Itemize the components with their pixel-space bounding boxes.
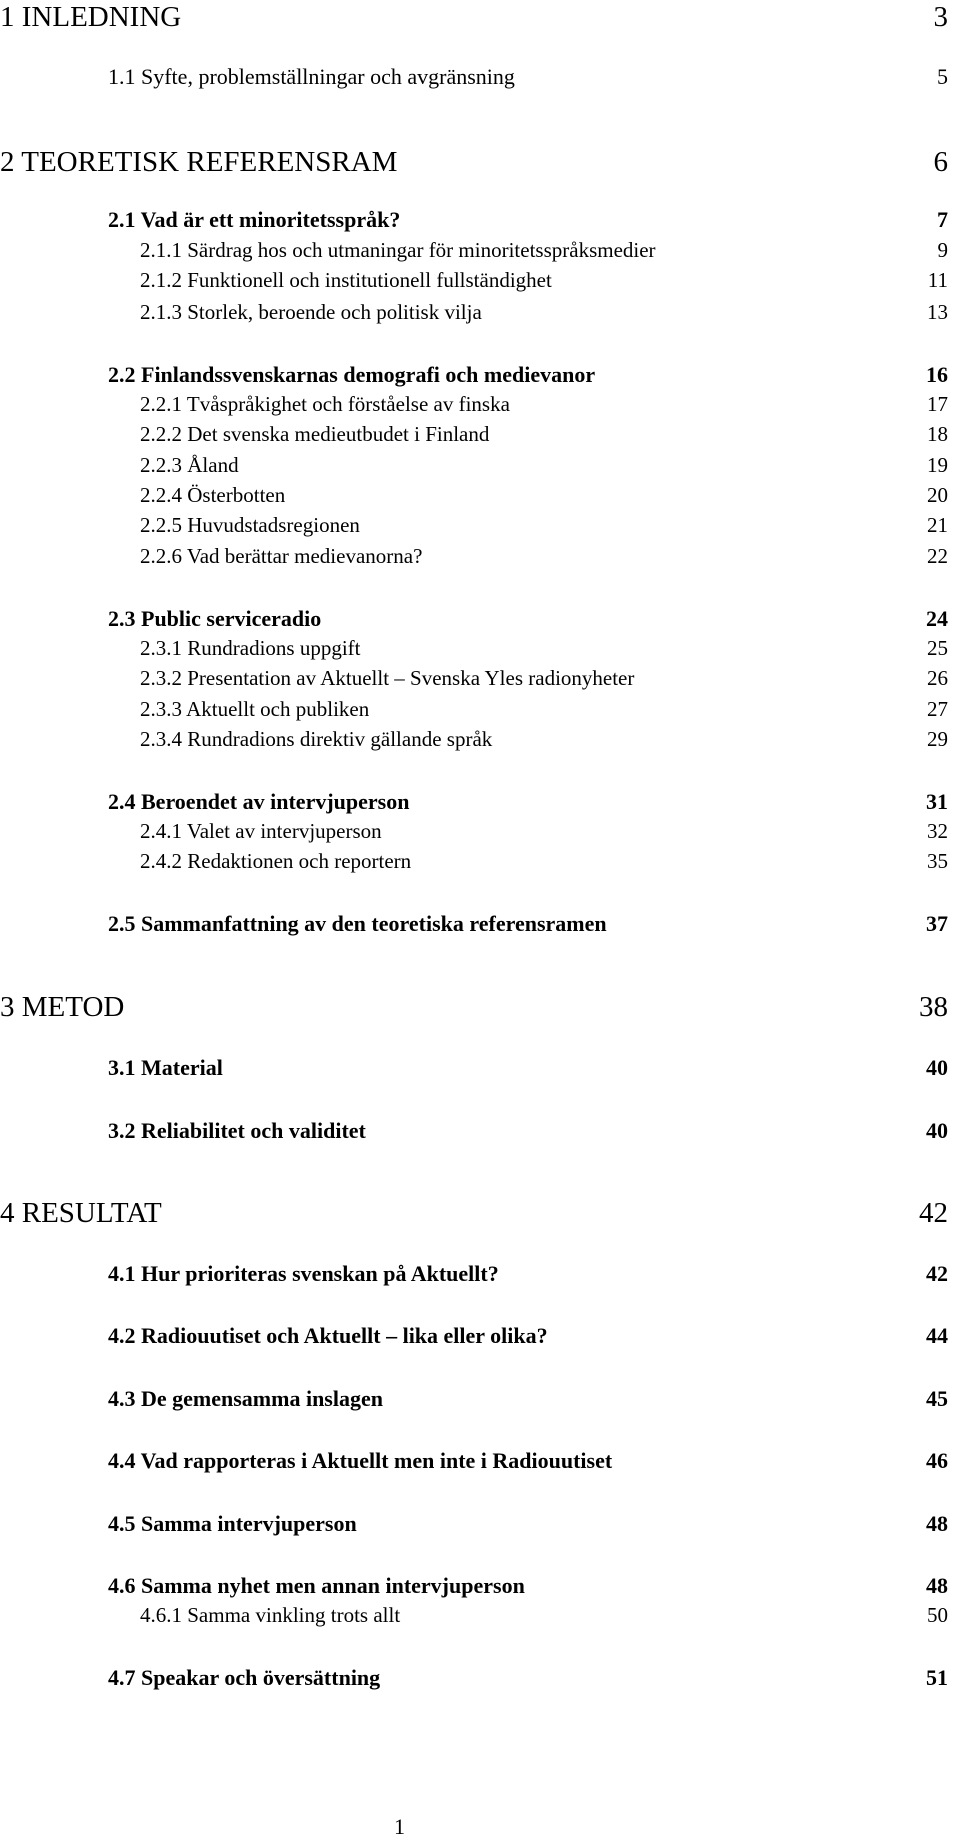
- toc-entry-title: 2.3.4 Rundradions direktiv gällande språk: [140, 727, 493, 751]
- toc-entry-page: 20: [927, 483, 948, 507]
- toc-entry-page: 11: [927, 268, 948, 292]
- toc-entry-page: 17: [927, 392, 948, 416]
- toc-entry-page: 40: [926, 1118, 948, 1143]
- toc-entry-page: 51: [926, 1665, 948, 1690]
- toc-entry-page: 13: [927, 300, 948, 324]
- toc-entry-title: 2.4.2 Redaktionen och reportern: [140, 849, 412, 873]
- toc-entry-page: 37: [926, 911, 948, 936]
- toc-entry-title: 2.3.2 Presentation av Aktuellt – Svenska Yles radionyheter: [140, 666, 635, 690]
- toc-entry-title: 3.1 Material: [108, 1055, 223, 1080]
- toc-entry-page: 48: [926, 1573, 948, 1598]
- toc-entry-page: 40: [926, 1055, 948, 1080]
- toc-entry-page: 7: [937, 207, 948, 232]
- toc-entry: [140, 1605, 948, 1639]
- toc-entry-page: 24: [926, 606, 948, 631]
- toc-entry-title: 2.2.2 Det svenska medieutbudet i Finland: [140, 422, 490, 446]
- toc-entry: [108, 1513, 948, 1547]
- toc-entry-title: 4.6.1 Samma vinkling trots allt: [140, 1603, 401, 1627]
- toc-entry-title: 2.2.1 Tvåspråkighet och förståelse av finska: [140, 392, 510, 416]
- toc-entry: [140, 302, 948, 336]
- toc-entry-page: 27: [927, 697, 948, 721]
- toc-entry-title: 2.1.2 Funktionell och institutionell fullständighet: [140, 268, 552, 292]
- toc-entry-page: 48: [926, 1511, 948, 1536]
- toc-entry-title: 2.1.1 Särdrag hos och utmaningar för minoritetsspråksmedier: [140, 238, 656, 262]
- toc-entry-title: 1.1 Syfte, problemställningar och avgränsning: [108, 64, 515, 89]
- toc-entry-page: 25: [927, 636, 948, 660]
- toc-entry-page: 21: [927, 513, 948, 537]
- toc-entry-page: 18: [927, 422, 948, 446]
- toc-entry-title: 2.2.5 Huvudstadsregionen: [140, 513, 360, 537]
- toc-entry: [0, 3, 948, 37]
- toc-entry: [108, 1263, 948, 1297]
- toc-entry-title: 2.3.1 Rundradions uppgift: [140, 636, 361, 660]
- toc-entry-page: 29: [927, 727, 948, 751]
- toc-entry-page: 42: [919, 1197, 948, 1229]
- toc-entry-page: 19: [927, 453, 948, 477]
- toc-entry-title: 1 INLEDNING: [0, 1, 182, 33]
- toc-entry-page: 6: [933, 146, 948, 178]
- toc-entry-title: 2.3 Public serviceradio: [108, 606, 322, 631]
- toc-entry-page: 42: [926, 1261, 948, 1286]
- toc-entry-page: 38: [919, 991, 948, 1023]
- toc-entry: [108, 1325, 948, 1359]
- toc-entry-title: 4 RESULTAT: [0, 1197, 162, 1229]
- toc-entry-page: 45: [926, 1386, 948, 1411]
- toc-entry-title: 2.2.6 Vad berättar medievanorna?: [140, 544, 423, 568]
- toc-entry-page: 31: [926, 789, 948, 814]
- page-number: 1: [394, 1814, 405, 1839]
- toc-entry-title: 4.5 Samma intervjuperson: [108, 1511, 357, 1536]
- toc-entry-title: 3.2 Reliabilitet och validitet: [108, 1118, 366, 1143]
- toc-entry: [108, 1450, 948, 1484]
- toc-entry-title: 2.2 Finlandssvenskarnas demografi och medievanor: [108, 362, 596, 387]
- toc-entry: [108, 1120, 948, 1154]
- toc-entry-page: 3: [933, 1, 948, 33]
- toc-entry-page: 46: [926, 1448, 948, 1473]
- toc-entry-page: 32: [927, 819, 948, 843]
- toc-entry: [140, 546, 948, 580]
- toc-entry-title: 4.3 De gemensamma inslagen: [108, 1386, 383, 1411]
- toc-entry: [108, 1667, 948, 1701]
- toc-entry-title: 2.1 Vad är ett minoritetsspråk?: [108, 207, 401, 232]
- toc-entry-title: 3 METOD: [0, 991, 125, 1023]
- toc-entry-title: 2.2.3 Åland: [140, 453, 239, 477]
- toc-entry: [0, 148, 948, 182]
- toc-entry-page: 50: [927, 1603, 948, 1627]
- toc-entry-page: 16: [926, 362, 948, 387]
- toc-entry-title: 2.4.1 Valet av intervjuperson: [140, 819, 382, 843]
- toc-entry: [140, 270, 948, 304]
- toc-entry: [140, 424, 948, 458]
- toc-entry: [108, 1388, 948, 1422]
- toc-entry: [140, 851, 948, 885]
- toc-entry-title: 4.6 Samma nyhet men annan intervjuperson: [108, 1573, 525, 1598]
- toc-entry: [108, 66, 948, 100]
- toc-entry-title: 2 TEORETISK REFERENSRAM: [0, 146, 398, 178]
- toc-entry-title: 2.2.4 Österbotten: [140, 483, 286, 507]
- toc-entry-title: 2.3.3 Aktuellt och publiken: [140, 697, 370, 721]
- toc-entry-title: 2.5 Sammanfattning av den teoretiska referensramen: [108, 911, 607, 936]
- toc-entry-page: 35: [927, 849, 948, 873]
- toc-entry: [108, 1057, 948, 1091]
- toc-entry: [108, 913, 948, 947]
- toc-entry: [0, 1199, 948, 1233]
- toc-entry-title: 4.4 Vad rapporteras i Aktuellt men inte i Radiouutiset: [108, 1448, 613, 1473]
- toc-entry-title: 2.1.3 Storlek, beroende och politisk vilja: [140, 300, 482, 324]
- toc-entry-page: 9: [937, 238, 948, 262]
- toc-entry: [140, 729, 948, 763]
- toc-entry: [0, 993, 948, 1027]
- toc-entry-page: 5: [937, 64, 948, 89]
- toc-entry-page: 22: [927, 544, 948, 568]
- toc-entry-title: 2.4 Beroendet av intervjuperson: [108, 789, 410, 814]
- toc-entry-title: 4.1 Hur prioriteras svenskan på Aktuellt?: [108, 1261, 499, 1286]
- toc-entry-title: 4.7 Speakar och översättning: [108, 1665, 381, 1690]
- toc-entry-page: 44: [926, 1323, 948, 1348]
- toc-entry-title: 4.2 Radiouutiset och Aktuellt – lika eller olika?: [108, 1323, 548, 1348]
- toc-entry-page: 26: [927, 666, 948, 690]
